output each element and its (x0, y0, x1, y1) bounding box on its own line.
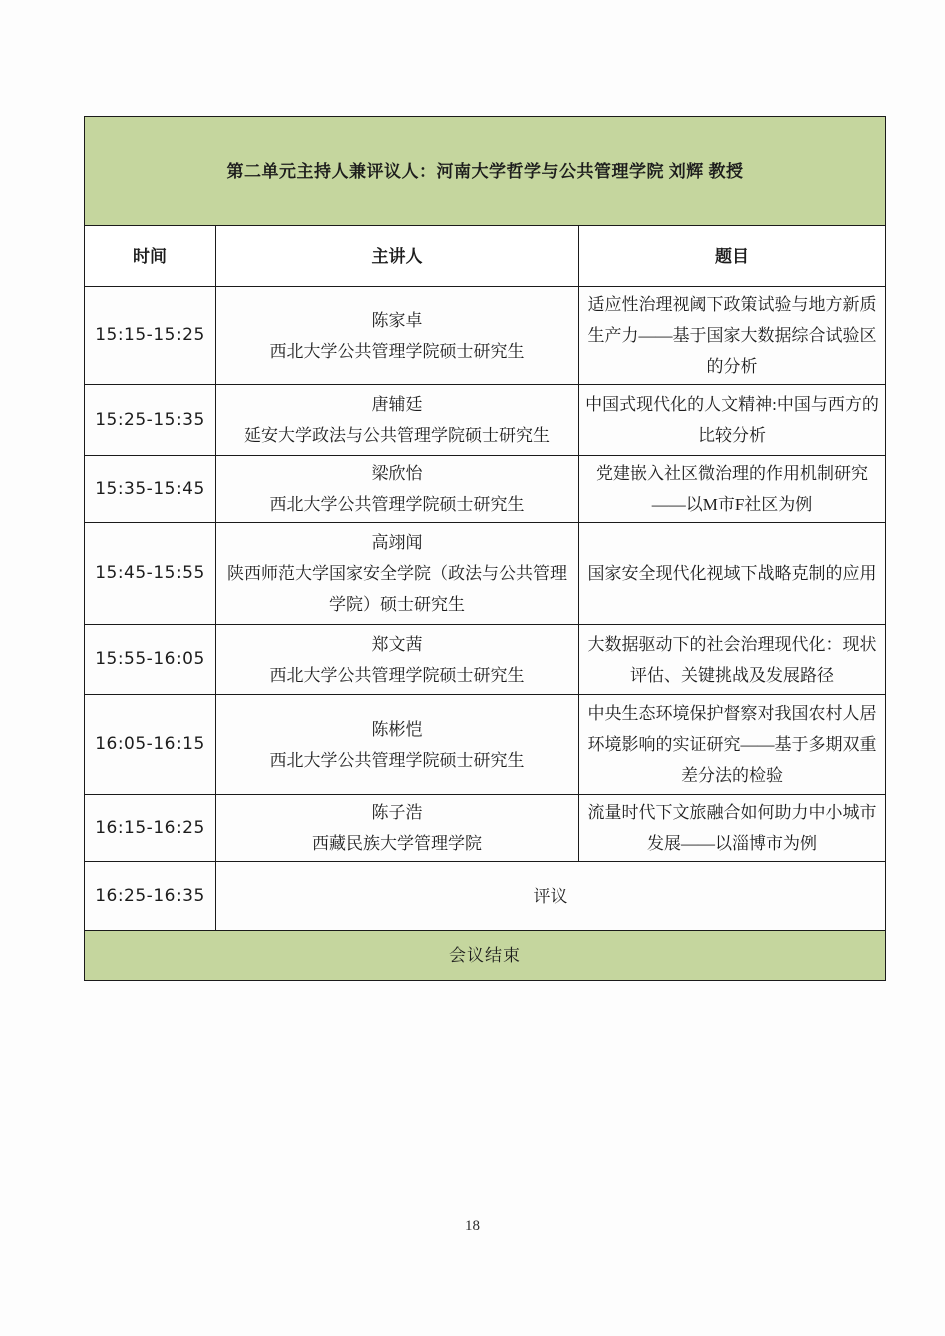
speaker-name: 陈家卓 (371, 310, 423, 330)
speaker-affiliation: 西北大学公共管理学院硕士研究生 (269, 341, 525, 361)
speaker-name: 郑文茜 (371, 634, 423, 654)
time-cell: 15:15-15:25 (85, 287, 216, 385)
title-cell: 流量时代下文旅融合如何助力中小城市发展——以淄博市为例 (579, 795, 886, 862)
time-cell: 16:05-16:15 (85, 695, 216, 795)
time-cell: 15:45-15:55 (85, 523, 216, 625)
time-cell: 15:55-16:05 (85, 625, 216, 695)
speaker-name: 陈彬恺 (371, 719, 423, 739)
review-row (85, 862, 886, 931)
table-row (85, 523, 886, 625)
speaker-name: 陈子浩 (371, 803, 423, 822)
speaker-cell (216, 385, 579, 456)
review-cell: 评议 (216, 862, 886, 931)
speaker-affiliation: 西北大学公共管理学院硕士研究生 (269, 750, 525, 770)
speaker-name: 梁欣怡 (371, 464, 423, 483)
speaker-cell (216, 287, 579, 385)
speaker-cell (216, 523, 579, 625)
title-cell: 适应性治理视阈下政策试验与地方新质生产力——基于国家大数据综合试验区的分析 (579, 287, 886, 385)
title-cell: 中国式现代化的人文精神:中国与西方的比较分析 (579, 385, 886, 456)
table-row (85, 695, 886, 795)
speaker-cell (216, 456, 579, 523)
title-cell: 中央生态环境保护督察对我国农村人居环境影响的实证研究——基于多期双重差分法的检验 (579, 695, 886, 795)
title-cell: 党建嵌入社区微治理的作用机制研究——以M市F社区为例 (579, 456, 886, 523)
speaker-cell (216, 625, 579, 695)
meeting-end-banner: 会议结束 (85, 931, 886, 981)
table-row (85, 795, 886, 862)
time-cell: 15:35-15:45 (85, 456, 216, 523)
table-row (85, 625, 886, 695)
speaker-affiliation: 西北大学公共管理学院硕士研究生 (269, 495, 525, 514)
table-row (85, 456, 886, 523)
time-cell: 16:25-16:35 (85, 862, 216, 931)
session-header: 第二单元主持人兼评议人：河南大学哲学与公共管理学院 刘辉 教授 (85, 117, 886, 226)
column-header-title: 题目 (579, 226, 886, 287)
speaker-affiliation: 西北大学公共管理学院硕士研究生 (269, 665, 525, 685)
column-header-speaker: 主讲人 (216, 226, 579, 287)
page-number: 18 (465, 1218, 480, 1234)
session-agenda-table (84, 116, 886, 981)
table-row (85, 287, 886, 385)
footer-row (85, 931, 886, 981)
speaker-affiliation: 延安大学政法与公共管理学院硕士研究生 (244, 426, 550, 445)
title-cell: 大数据驱动下的社会治理现代化：现状评估、关键挑战及发展路径 (579, 625, 886, 695)
speaker-cell (216, 795, 579, 862)
column-header-row (85, 226, 886, 287)
session-header-row (85, 117, 886, 226)
time-cell: 15:25-15:35 (85, 385, 216, 456)
speaker-cell (216, 695, 579, 795)
speaker-affiliation: 陕西师范大学国家安全学院（政法与公共管理学院）硕士研究生 (227, 564, 567, 614)
speaker-name: 高翊闻 (371, 533, 423, 552)
speaker-affiliation: 西藏民族大学管理学院 (312, 834, 482, 853)
title-cell: 国家安全现代化视域下战略克制的应用 (579, 523, 886, 625)
speaker-name: 唐辅廷 (371, 395, 423, 414)
table-row (85, 385, 886, 456)
column-header-time: 时间 (85, 226, 216, 287)
time-cell: 16:15-16:25 (85, 795, 216, 862)
